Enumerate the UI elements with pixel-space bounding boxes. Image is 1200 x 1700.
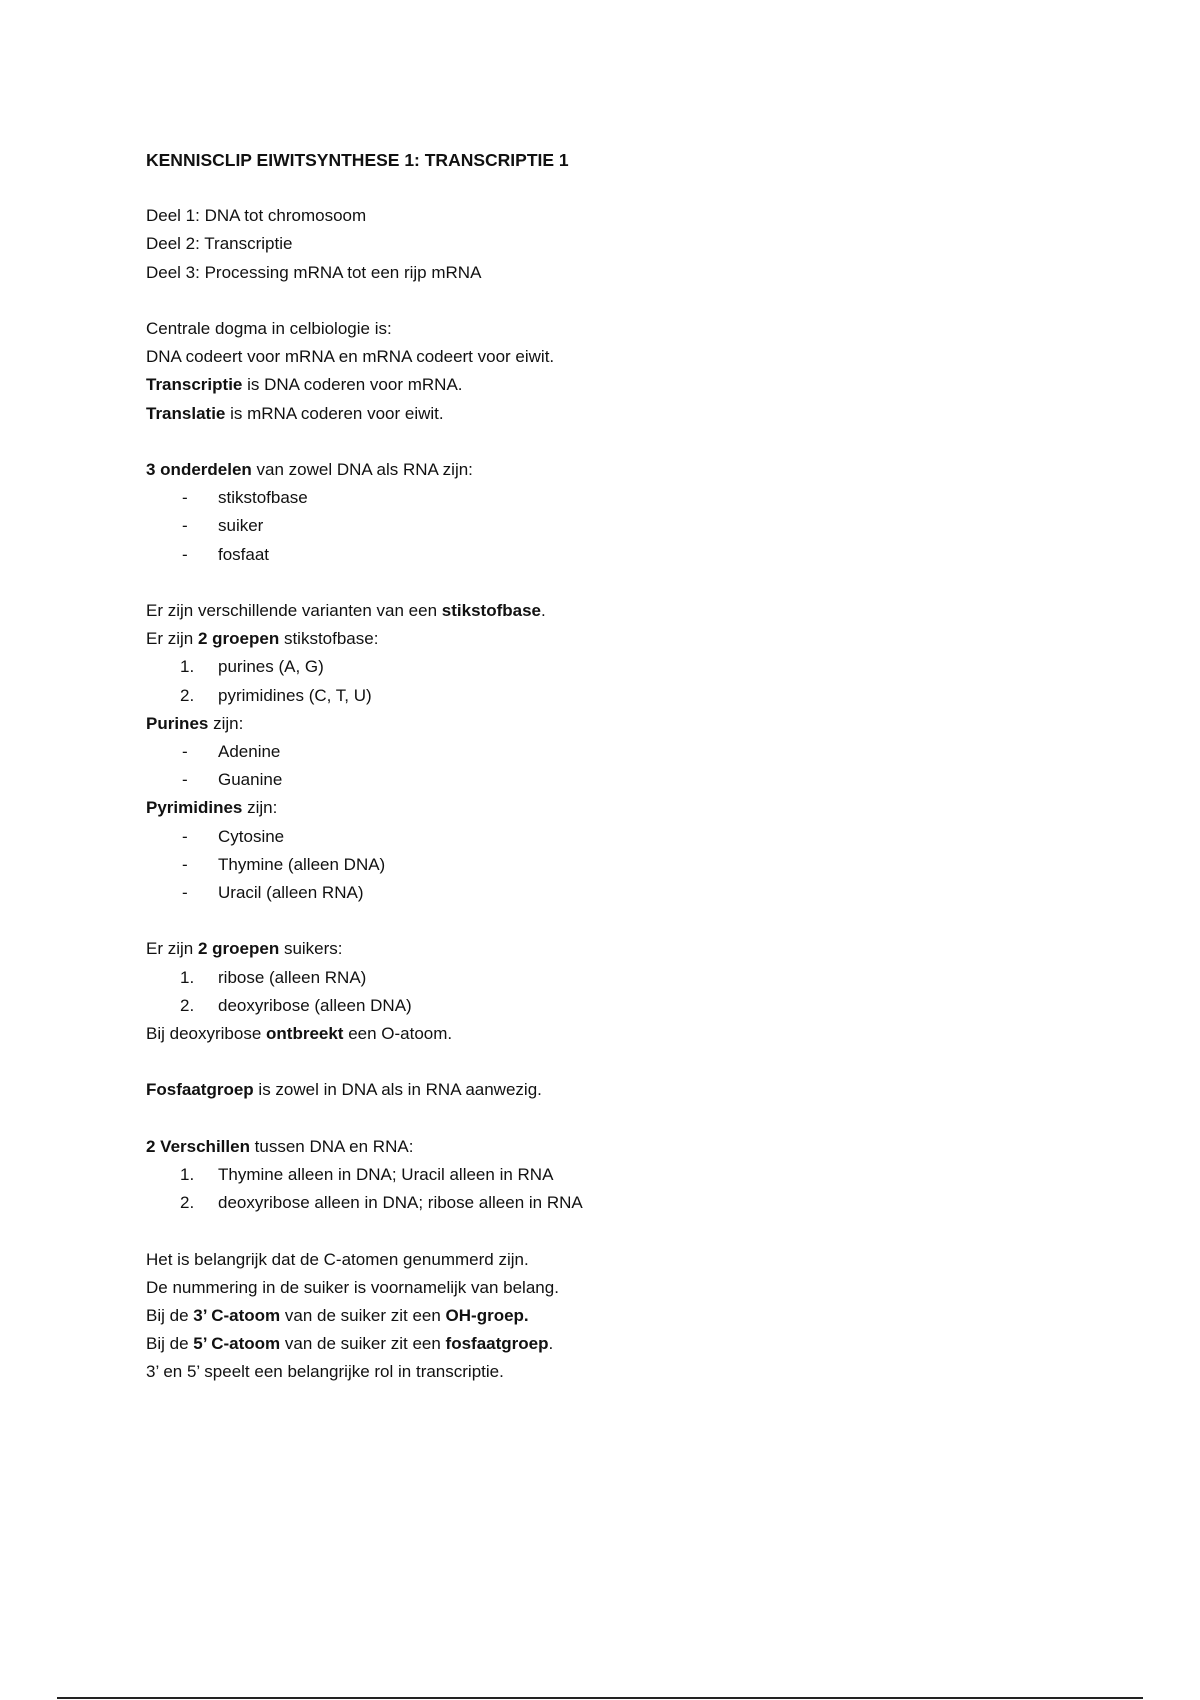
footer-divider (57, 1697, 1143, 1699)
document-body (146, 146, 1046, 1387)
list-item: 1. purines (A, G) (180, 657, 324, 677)
term-3-onderdelen: 3 onderdelen (146, 459, 252, 479)
transcriptie-definition: Transcriptie is DNA coderen voor mRNA. (146, 375, 463, 395)
dogma-statement: DNA codeert voor mRNA en mRNA codeert voor eiwit. (146, 347, 555, 367)
phosphate-statement: Fosfaatgroep is zowel in DNA als in RNA aanwezig. (146, 1080, 542, 1100)
part-3: Deel 3: Processing mRNA tot een rijp mRNA (146, 262, 482, 282)
list-item: - Uracil (alleen RNA) (182, 883, 364, 903)
bases-groups-list (146, 653, 1046, 709)
list-item: 1. ribose (alleen RNA) (180, 967, 367, 987)
numbering-line-1: Het is belangrijk dat de C-atomen genummerd zijn. (146, 1249, 529, 1269)
pyrimidines-heading: Pyrimidines zijn: (146, 798, 278, 818)
list-item: 2. deoxyribose alleen in DNA; ribose alleen in RNA (180, 1193, 583, 1213)
purines-list (146, 738, 1046, 794)
deoxyribose-note: Bij deoxyribose ontbreekt een O-atoom. (146, 1024, 453, 1044)
term-transcriptie: Transcriptie (146, 375, 243, 395)
list-item: 2. deoxyribose (alleen DNA) (180, 995, 412, 1015)
list-item: - Cytosine (182, 826, 285, 846)
differences-section (146, 1133, 1046, 1218)
numbering-line-2: De nummering in de suiker is voornamelijk van belang. (146, 1277, 559, 1297)
bases-section (146, 597, 1046, 907)
numbering-c5: Bij de 5’ C-atoom van de suiker zit een fosfaatgroep. (146, 1334, 554, 1354)
components-section (146, 456, 1046, 569)
numbering-c3: Bij de 3’ C-atoom van de suiker zit een OH-groep. (146, 1306, 529, 1325)
parts-list (146, 202, 1046, 287)
sugars-section (146, 935, 1046, 1048)
pyrimidines-list (146, 823, 1046, 908)
translatie-definition: Translatie is mRNA coderen voor eiwit. (146, 403, 444, 423)
part-2: Deel 2: Transcriptie (146, 234, 293, 254)
list-item: 1. Thymine alleen in DNA; Uracil alleen in RNA (180, 1165, 554, 1184)
numbering-line-5: 3’ en 5’ speelt een belangrijke rol in transcriptie. (146, 1362, 504, 1382)
bases-groups-heading: Er zijn 2 groepen stikstofbase: (146, 629, 379, 649)
list-item: - Adenine (182, 742, 281, 761)
list-item: - fosfaat (182, 544, 270, 564)
list-item: - stikstofbase (182, 488, 308, 508)
dogma-intro: Centrale dogma in celbiologie is: (146, 318, 392, 338)
list-item: - suiker (182, 516, 264, 536)
sugars-heading: Er zijn 2 groepen suikers: (146, 939, 343, 959)
differences-heading: 2 Verschillen tussen DNA en RNA: (146, 1136, 414, 1156)
components-heading: 3 onderdelen van zowel DNA als RNA zijn: (146, 459, 473, 479)
bases-variants: Er zijn verschillende varianten van een stikstofbase. (146, 600, 546, 620)
purines-heading: Purines zijn: (146, 713, 244, 733)
list-item: 2. pyrimidines (C, T, U) (180, 685, 372, 705)
components-list (146, 484, 1046, 569)
list-item: - Thymine (alleen DNA) (182, 854, 386, 874)
numbering-section (146, 1246, 1046, 1387)
differences-list (146, 1161, 1046, 1217)
term-translatie: Translatie (146, 403, 226, 423)
document-title: KENNISCLIP EIWITSYNTHESE 1: TRANSCRIPTIE 1 (146, 150, 569, 170)
part-1: Deel 1: DNA tot chromosoom (146, 206, 367, 226)
sugars-list (146, 964, 1046, 1020)
list-item: - Guanine (182, 770, 283, 790)
central-dogma-section (146, 315, 1046, 428)
